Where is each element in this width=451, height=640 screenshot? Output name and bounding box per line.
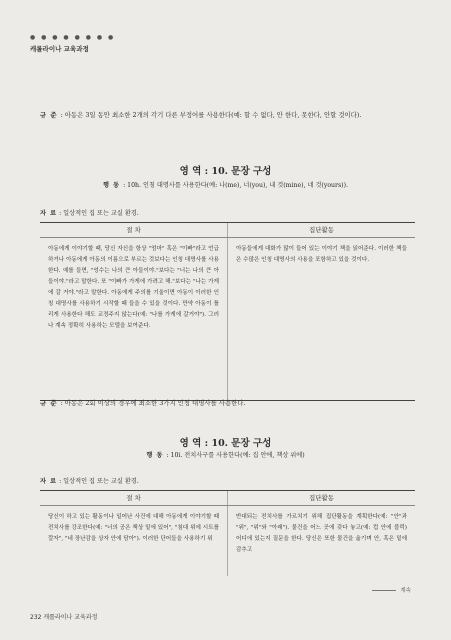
page-number: 232: [30, 614, 42, 621]
table-body: [40, 238, 415, 400]
table-header: [40, 223, 415, 238]
section-1-materials: [40, 208, 139, 217]
materials-text: : 일상적인 집 또는 교실 환경.: [59, 478, 139, 485]
group-activity-header: 집단활동: [308, 494, 335, 502]
section-1-behavior: [0, 180, 451, 189]
criterion-label: 규 준: [40, 111, 58, 119]
group-activity-header: 집단활동: [308, 226, 335, 234]
continued-line: [372, 590, 396, 591]
criterion-1: [40, 110, 400, 121]
criterion-label: 규 준: [40, 399, 58, 407]
behavior-text: : 10i. 전치사구를 사용한다(예: 집 안에, 책상 위에): [166, 452, 305, 459]
section-1-title: 영 역 : 10. 문장 구성: [179, 166, 272, 177]
criterion-text: : 아동은 3일 동안 최소한 2개의 각기 다른 부정어를 사용한다(예: 할 수 없다, 안 한다, 못한다, 안할 것이다).: [60, 111, 362, 119]
section-2-behavior: [0, 450, 451, 459]
footer-title: 캐롤라이나 교육과정: [43, 614, 98, 621]
behavior-label: 행 동: [146, 452, 164, 459]
table-body: [40, 506, 415, 576]
table-header: [40, 491, 415, 506]
group-activity-cell: 아동들에게 대화가 많이 들어 있는 이야기 책을 읽어준다. 이러한 책들은 수많은 인칭 대명사의 사용을 포함하고 있을 것이다.: [236, 246, 407, 263]
materials-text: : 일상적인 집 또는 교실 환경.: [59, 210, 139, 217]
section-2-materials: [40, 476, 139, 485]
behavior-label: 행 동: [103, 182, 121, 189]
criterion-2: [40, 398, 400, 409]
continued-text: 계속: [400, 588, 411, 594]
continued-marker: [372, 586, 411, 594]
procedure-cell: 당신이 하고 있는 활동이나 일어난 사건에 대해 아동에게 이야기할 때 전치사를 강조한다(예: "너의 공은 책상 밑에 있어", "침대 위에 시트를 깔자", "네 장난감을 상자 안에 담아"). 이러한 단어들을 사용하기 위: [40, 506, 228, 576]
materials-label: 자 료: [40, 210, 58, 217]
section-1-table: [40, 222, 415, 401]
section-2-title: 영 역 : 10. 문장 구성: [179, 438, 272, 449]
materials-label: 자 료: [40, 478, 58, 485]
behavior-text: : 10h. 인칭 대명사를 사용한다(예: 나(me), 너(you), 내 것(mine), 네 것(yours)).: [123, 182, 348, 189]
procedure-header: 절 차: [40, 491, 228, 505]
header-dots: ● ● ● ● ● ● ● ●: [30, 34, 116, 41]
procedure-cell: 아동에게 이야기할 때, 당신 자신을 항상 "엄마" 혹은 "이빠"라고 언급하거나 아동에게 아동의 이름으로 부르는 것보다는 인칭 대명사를 사용한다. 예를 들면, "엉수는 나의 큰 아들이야."보다는 "너는 나의 큰 아들이야."라고 말한다. 또 "이빠가 가게에 가려고 해."보다는 "나는 가게에 갈 거야."라고 말한다. 아동에게 주의를 기울이면 아동이 이러한 인칭 대명사를 사용하기 시작할 때 들을 수 있을 것이다. 만약 아동이 틀리게 사용한다 해도 교정주지 않는다(예: "나를 가게에 갈거야"). 그러나 계속 정확히 사용하는 모델을 보여준다.: [40, 238, 228, 400]
header-title: 캐롤라이나 교육과정: [30, 45, 89, 53]
group-activity-cell: 반대되는 전치사를 가르치기 위해 집단활동을 계획한다(예: "안"과 "위", "위"와 "아래"). 물건을 어느 곳에 갖다 놓고(예: 컵 안에 블럭) 어디에 있는지 질문을 한다. 당신은 또한 물건을 옮기며 안, 혹은 밑에 감추고: [236, 514, 407, 553]
footer: [30, 612, 97, 621]
procedure-header: 절 차: [40, 223, 228, 237]
criterion-text: : 아동은 2회 이상의 경우에 최소한 3가지 인칭 대명사를 사용한다.: [60, 399, 246, 407]
section-2-table: [40, 490, 415, 576]
